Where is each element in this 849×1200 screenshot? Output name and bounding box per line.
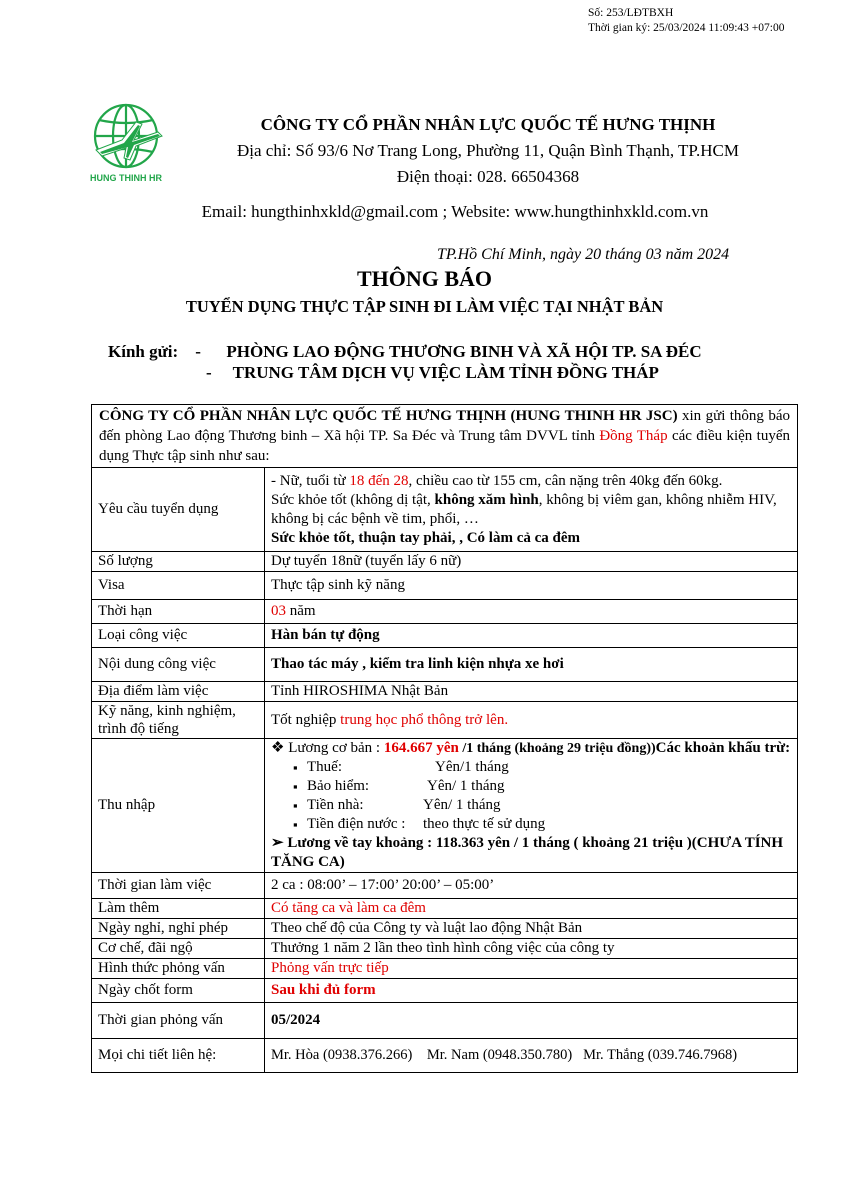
recipient-line-2 [206,363,659,383]
table-row [92,600,798,624]
row-label: Địa điểm làm việc [92,682,265,702]
term-number: 03 [271,603,286,619]
intro-text-2: các điều kiện tuyển dụng Thực tập sinh như sau: [99,428,790,464]
intro-province: Đồng Tháp [599,428,668,444]
income-base-label: Lương cơ bản : [288,740,384,756]
row-value: Tỉnh HIROSHIMA Nhật Bản [265,682,798,702]
row-label: Thời gian phỏng vấn [92,1003,265,1039]
deduction-value: Yên/1 tháng [435,759,509,775]
row-value: Thưởng 1 năm 2 lần theo tình hình công việc của công ty [265,939,798,959]
arrow-bullet-icon: ➢ [271,835,284,851]
table-row [92,939,798,959]
table-row [92,702,798,739]
table-row [92,552,798,572]
row-label: Nội dung công việc [92,648,265,682]
company-phone: Điện thoại: 028. 66504368 [396,167,580,186]
row-value [265,702,798,739]
table-row [92,959,798,979]
row-value: Dự tuyển 18nữ (tuyển lấy 6 nữ) [265,552,798,572]
row-label: Yêu cầu tuyển dụng [92,468,265,552]
table-row [92,873,798,899]
req-text: Sức khỏe tốt (không dị tật, [271,491,435,508]
income-base-value: 164.667 yên [383,740,459,756]
logo-text: HUNG THINH HR [90,173,162,183]
table-row [92,1003,798,1039]
req-health: Sức khỏe tốt, thuận tay phải, , Có làm cả ca đêm [271,529,581,546]
row-value: Thực tập sinh kỹ năng [265,572,798,600]
net-income-value: 118.363 [435,835,484,851]
row-value: Mr. Hòa (0938.376.266) Mr. Nam (0948.350.780) Mr. Thắng (039.746.7968) [265,1039,798,1073]
row-value: Sau khi đủ form [265,979,798,1003]
skills-value: trung học phổ thông trở lên. [340,711,509,728]
row-label: Hình thức phỏng vấn [92,959,265,979]
requirements-cell [265,468,798,552]
list-item [293,777,791,796]
row-value: Hàn bán tự động [265,624,798,648]
req-text: - Nữ, tuổi từ [271,472,350,489]
signed-time: Thời gian ký: 25/03/2024 11:09:43 +07:00 [588,22,785,34]
row-label: Số lượng [92,552,265,572]
company-name: CÔNG TY CỔ PHẦN NHÂN LỰC QUỐC TẾ HƯNG THỊNH [260,115,716,134]
skills-prefix: Tốt nghiệp [271,711,341,728]
req-text: , không bị viêm gan, không nhiễm HIV, không bị các bệnh về tim, phổi, … [271,491,777,527]
document-number: Số: 253/LĐTBXH [588,7,674,19]
intro-company: CÔNG TY CỔ PHẦN NHÂN LỰC QUỐC TẾ HƯNG THỊNH (HUNG THINH HR JSC) [99,408,678,424]
table-row-intro [92,405,798,468]
row-label: Làm thêm [92,899,265,919]
recipient-line-1 [108,342,702,362]
list-item [293,815,791,834]
table-row [92,682,798,702]
deduction-name: Tiền điện nước : [307,816,406,832]
row-label: Visa [92,572,265,600]
row-label: Ngày nghỉ, nghỉ phép [92,919,265,939]
table-row [92,468,798,552]
recipient-dash-2: - [206,363,212,382]
deduction-name: Thuế: [307,759,342,775]
table-row [92,572,798,600]
company-email-website: Email: hungthinhxkld@gmail.com ; Website: www.hungthinhxkld.com.vn [201,202,709,221]
table-row [92,899,798,919]
table-row [92,624,798,648]
list-item [293,796,791,815]
table-row [92,979,798,1003]
recipient-1: PHÒNG LAO ĐỘNG THƯƠNG BINH VÀ XÃ HỘI TP. SA ĐÉC [226,342,702,361]
digital-signature-info [588,6,784,36]
income-cell [265,739,798,873]
deduction-name: Bảo hiểm: [307,778,370,794]
row-value: Có tăng ca và làm ca đêm [265,899,798,919]
row-label: Thu nhập [92,739,265,873]
term-unit: năm [286,603,316,619]
recipient-2: TRUNG TÂM DỊCH VỤ VIỆC LÀM TỈNH ĐỒNG THÁP [232,363,659,382]
intro-text-1: xin gửi thông báo đến phòng Lao động Thương binh – Xã hội TP. Sa Đéc và Trung tâm DVVL tỉnh [99,408,790,444]
table-row [92,919,798,939]
row-value: 05/2024 [265,1003,798,1039]
document-date: TP.Hồ Chí Minh, ngày 20 tháng 03 năm 2024 [437,246,730,263]
req-age: 18 đến 28 [349,472,409,489]
deduction-value: Yên/ 1 tháng [423,797,501,813]
table-row [92,648,798,682]
row-value: Phỏng vấn trực tiếp [265,959,798,979]
row-label: Ngày chốt form [92,979,265,1003]
row-label: Thời hạn [92,600,265,624]
deduction-name: Tiền nhà: [307,797,364,813]
row-label: Loại công việc [92,624,265,648]
req-no-tattoo: không xăm hình [434,491,539,508]
income-deductions-title: Các khoản khấu trừ: [655,740,791,756]
recipient-label: Kính gửi: [108,342,179,361]
row-label: Mọi chi tiết liên hệ: [92,1039,265,1073]
row-value: Theo chế độ của Công ty và luật lao động Nhật Bản [265,919,798,939]
income-base-note: /1 tháng (khoảng 29 triệu đồng)) [458,741,656,756]
net-income [271,834,791,872]
deduction-value: Yên/ 1 tháng [427,778,505,794]
recruitment-table [91,404,798,1073]
row-label: Kỹ năng, kinh nghiệm, trình độ tiếng [92,702,265,739]
net-income-note: yên / 1 tháng ( khoảng 21 triệu )(CHƯA TÍNH TĂNG CA) [271,835,784,870]
deduction-list [271,758,791,834]
deduction-value: theo thực tế sử dụng [423,816,546,832]
diamond-bullet-icon: ❖ [271,740,285,756]
row-value: Thao tác máy , kiểm tra linh kiện nhựa xe hơi [265,648,798,682]
table-row [92,739,798,873]
net-income-label: Lương về tay khoảng : [287,835,436,851]
document-title: THÔNG BÁO [356,266,493,291]
row-value: 2 ca : 08:00’ – 17:00’ 20:00’ – 05:00’ [265,873,798,899]
recipient-dash-1: - [195,342,201,361]
list-item [293,758,791,777]
row-label: Cơ chế, đãi ngộ [92,939,265,959]
row-label: Thời gian làm việc [92,873,265,899]
table-row [92,1039,798,1073]
row-value [265,600,798,624]
company-address: Địa chỉ: Số 93/6 Nơ Trang Long, Phường 11, Quận Bình Thạnh, TP.HCM [237,141,739,160]
req-text: , chiều cao từ 155 cm, cân nặng trên 40kg đến 60kg. [408,472,723,489]
intro-cell [92,405,798,468]
document-subtitle: TUYỂN DỤNG THỰC TẬP SINH ĐI LÀM VIỆC TẠI NHẬT BẢN [185,297,664,316]
